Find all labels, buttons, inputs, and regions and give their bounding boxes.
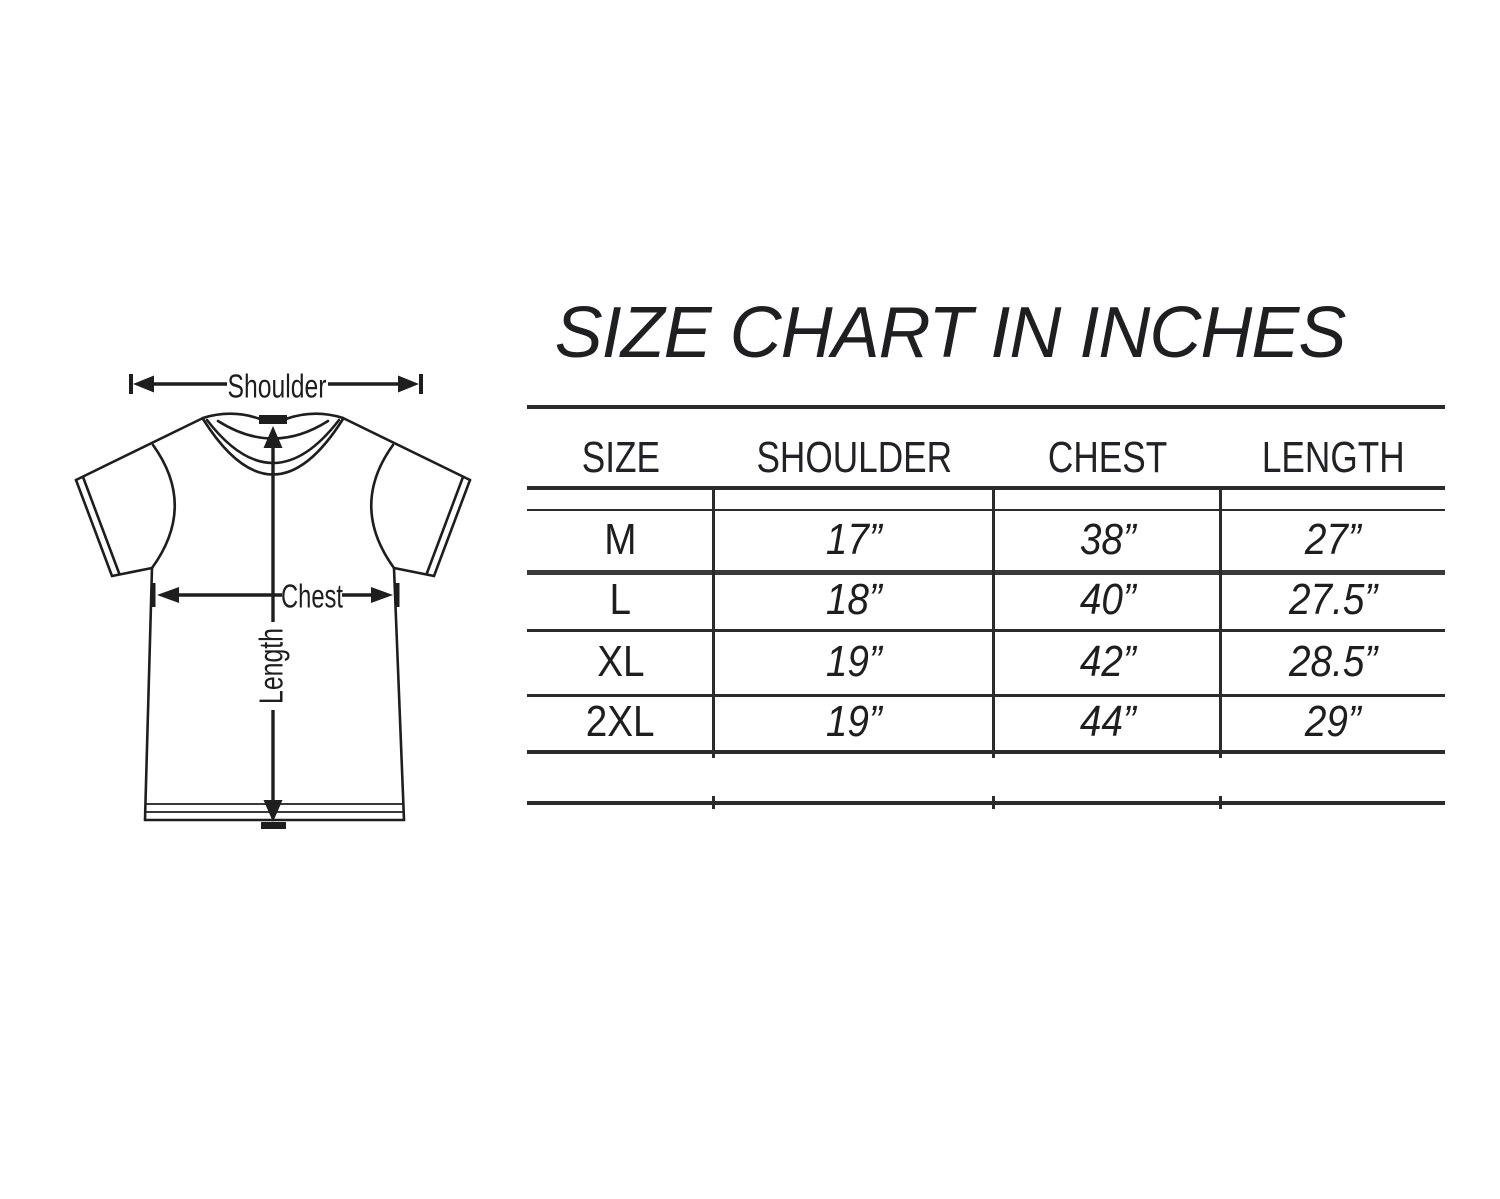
v-grid-tick (712, 796, 715, 809)
cell-size: L (609, 574, 632, 624)
shoulder-label: Shoulder (227, 367, 327, 405)
length-label: Length (252, 603, 290, 704)
chest-label: Chest (281, 577, 343, 615)
size-table (527, 405, 1445, 817)
tshirt-measurement-diagram (40, 360, 500, 840)
cell-size: 2XL (586, 697, 655, 746)
h-grid-line (527, 750, 1445, 754)
length-bottom-end-bar (261, 822, 286, 829)
cell-shoulder: 17” (826, 514, 882, 564)
cell-size: XL (596, 636, 645, 686)
cell-size: M (604, 514, 637, 564)
v-grid-tick (992, 796, 995, 809)
cell-length: 29” (1305, 697, 1361, 746)
cell-shoulder: 19” (826, 636, 882, 686)
table-row-m (527, 509, 1445, 570)
cell-chest: 40” (1079, 574, 1136, 624)
table-row-l (527, 570, 1445, 629)
header-cell-size (527, 429, 714, 487)
shoulder-dimension-arrow (129, 368, 423, 405)
h-grid-line (527, 801, 1445, 805)
cell-chest: 38” (1079, 514, 1136, 564)
cell-chest: 42” (1079, 636, 1136, 686)
table-row-xl (527, 629, 1445, 694)
cell-chest: 44” (1079, 697, 1136, 746)
table-row-2xl (527, 694, 1445, 750)
table-header-row (527, 429, 1445, 487)
cell-shoulder: 19” (826, 697, 882, 746)
v-grid-tick (1219, 796, 1222, 809)
cell-length: 27.5” (1288, 574, 1378, 624)
page-title: SIZE CHART IN INCHES (554, 293, 1346, 373)
header-label: SIZE (581, 433, 660, 482)
header-cell-length (1221, 429, 1445, 487)
header-label: LENGTH (1261, 433, 1405, 482)
chest-dimension-arrow (151, 578, 400, 615)
header-cell-shoulder (714, 429, 994, 487)
cell-shoulder: 18” (826, 574, 882, 624)
header-cell-chest (994, 429, 1221, 487)
cell-length: 28.5” (1288, 636, 1378, 686)
length-dimension-arrow (252, 415, 290, 829)
header-label: SHOULDER (756, 433, 952, 482)
header-label: CHEST (1047, 433, 1168, 482)
cell-length: 27” (1305, 514, 1361, 564)
h-grid-line (527, 405, 1445, 409)
length-top-end-bar (259, 415, 287, 424)
